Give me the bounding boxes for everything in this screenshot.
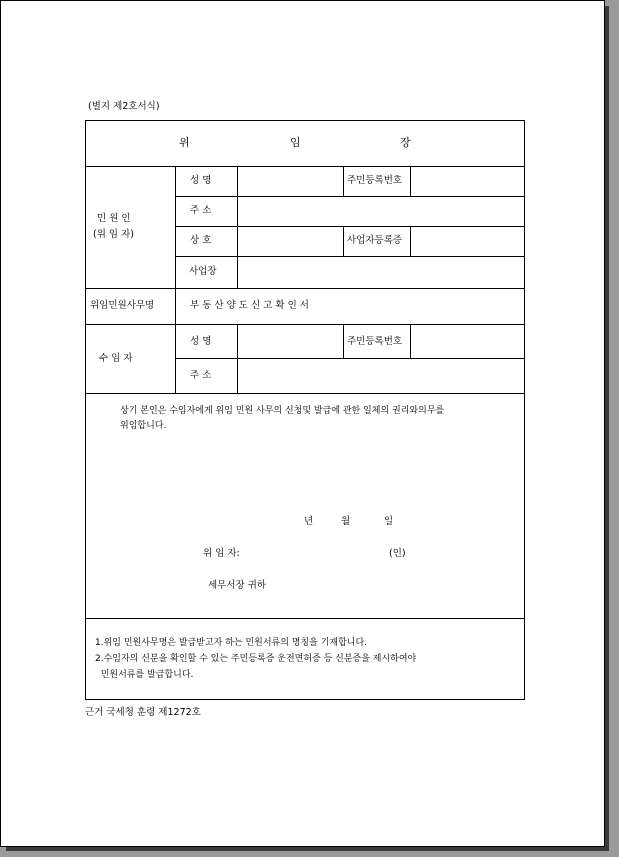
- date-day-label: 일: [384, 516, 394, 527]
- form-title-char: 위: [179, 136, 190, 149]
- task-name-label: 위임민원사무명: [90, 300, 155, 311]
- note-item: 1.위임 민원사무명은 발급받고자 하는 민원서류의 명칭을 기재합니다.: [95, 638, 368, 648]
- row-divider: [175, 358, 525, 359]
- note-item: 2.수임자의 신분을 확인할 수 있는 주민등록증 운전면허증 등 신분증을 제시하여야: [95, 654, 417, 664]
- legal-basis: 근거 국세청 훈령 제1272호: [85, 707, 201, 718]
- seal-label: (인): [389, 548, 406, 559]
- row-divider: [85, 166, 525, 167]
- workplace-label: 사업장: [189, 266, 217, 277]
- trade-name-label: 상 호: [190, 235, 212, 246]
- form-border-top: [85, 120, 525, 121]
- agent-resident-no-label: 주민등록번호: [347, 336, 403, 347]
- column-divider: [175, 166, 176, 394]
- principal-group-sublabel: (위 임 자): [93, 229, 134, 240]
- principal-name-label: 성 명: [190, 175, 212, 186]
- form-border-bottom: [85, 699, 525, 700]
- agent-group-label: 수 임 자: [99, 353, 133, 364]
- column-divider: [343, 226, 344, 257]
- column-divider: [343, 166, 344, 197]
- business-reg-label: 사업자등록증: [347, 235, 403, 246]
- column-divider: [410, 166, 411, 197]
- column-divider: [410, 226, 411, 257]
- row-divider: [85, 288, 525, 289]
- row-divider: [175, 256, 525, 257]
- row-divider: [175, 226, 525, 227]
- statement-text: 상기 본인은 수임자에게 위임 민원 사무의 신청및 발급에 관한 일체의 권리와의무를: [120, 406, 445, 416]
- statement-text-cont: 위임합니다.: [120, 421, 167, 431]
- recipient-label: 세무서장 귀하: [208, 580, 267, 591]
- column-divider: [410, 324, 411, 359]
- agent-name-label: 성 명: [190, 336, 212, 347]
- form-border-left: [85, 120, 86, 700]
- annex-label: (별지 제2호서식): [88, 101, 160, 112]
- principal-resident-no-label: 주민등록번호: [347, 175, 403, 186]
- delegator-label: 위 임 자:: [203, 548, 240, 559]
- row-divider: [175, 196, 525, 197]
- form-border-right: [524, 120, 525, 700]
- date-year-label: 년: [304, 516, 314, 527]
- agent-address-label: 주 소: [190, 370, 212, 381]
- form-title-char: 임: [290, 136, 301, 149]
- form-title-char: 장: [400, 136, 411, 149]
- row-divider: [85, 324, 525, 325]
- column-divider: [237, 166, 238, 289]
- principal-group-label: 민 원 인: [97, 213, 131, 224]
- column-divider: [237, 324, 238, 394]
- row-divider: [85, 393, 525, 394]
- task-name-value: 부 동 산 양 도 신 고 확 인 서: [190, 300, 309, 311]
- note-item: 민원서류를 발급합니다.: [95, 670, 194, 680]
- row-divider: [85, 618, 525, 619]
- date-month-label: 월: [341, 516, 351, 527]
- principal-address-label: 주 소: [190, 205, 212, 216]
- column-divider: [343, 324, 344, 359]
